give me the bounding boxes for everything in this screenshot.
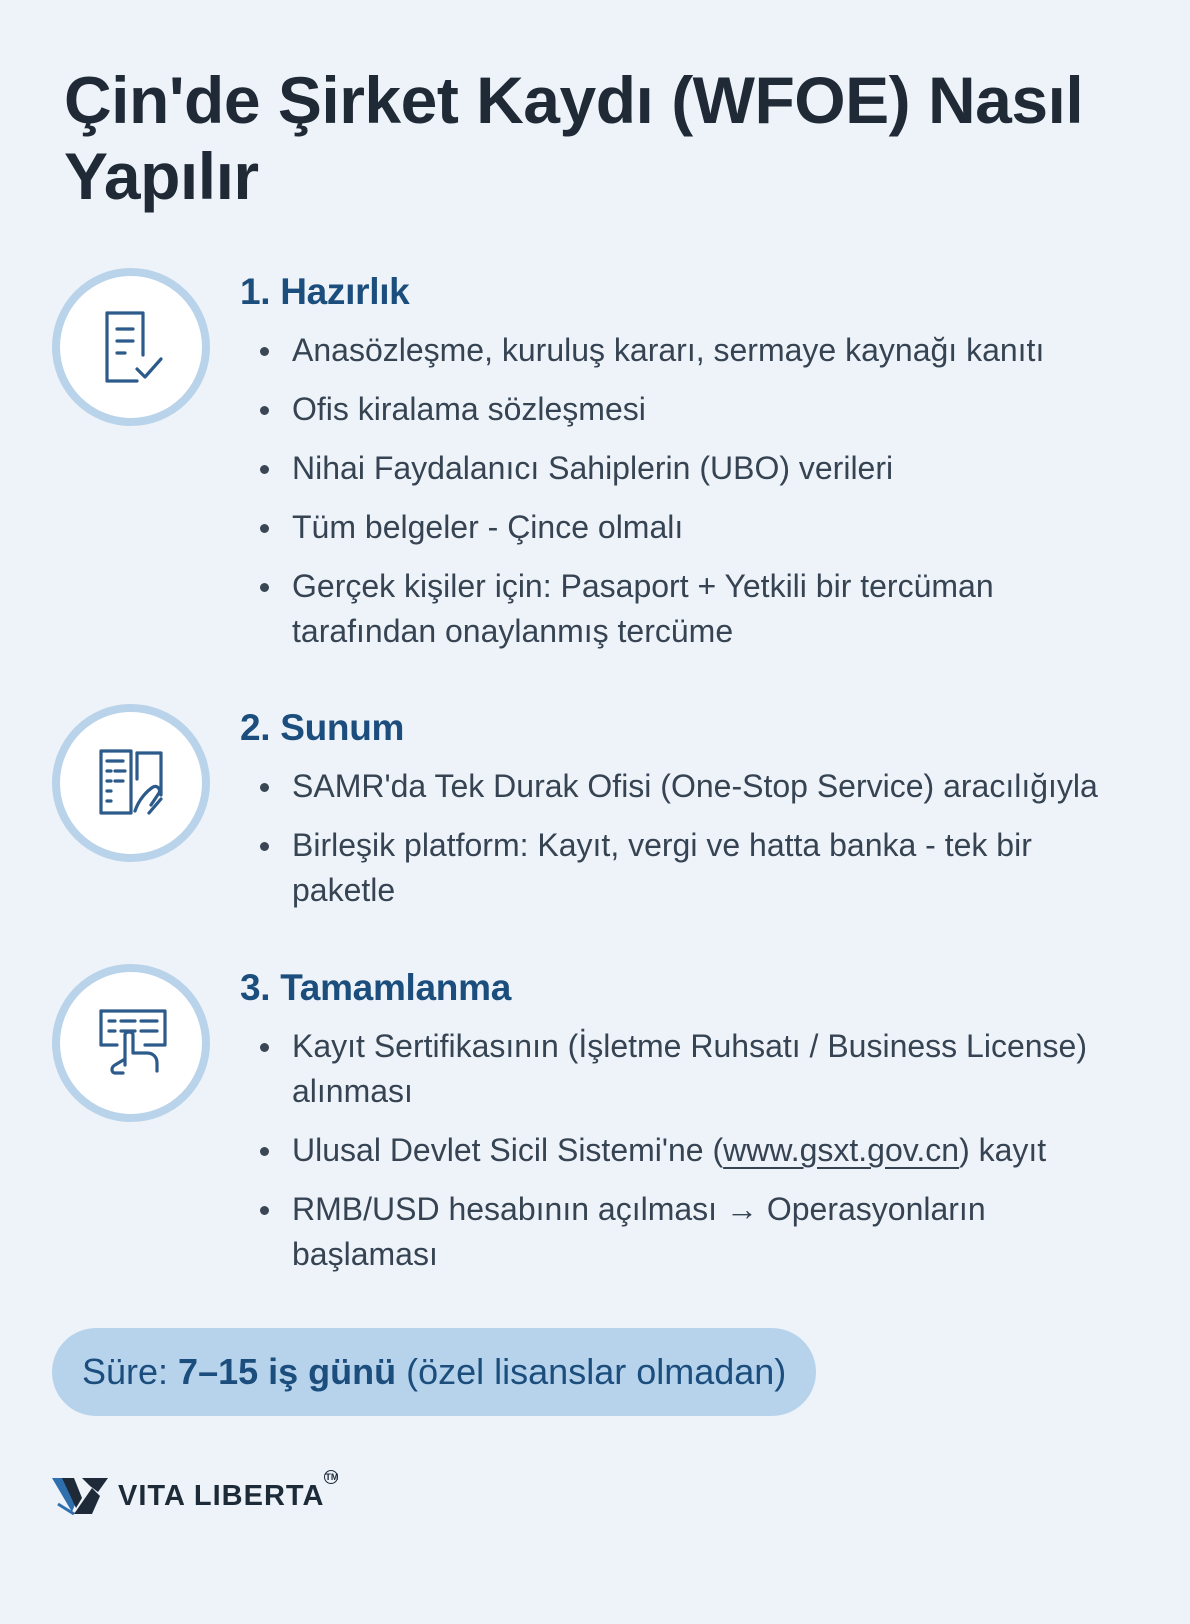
section-title: 1. Hazırlık [240, 271, 410, 312]
list-item-text: Tüm belgeler - Çince olmalı [292, 509, 684, 545]
list-item-text-after: ) kayıt [959, 1132, 1047, 1168]
section-title: 2. Sunum [240, 707, 405, 748]
list-item [240, 564, 1140, 654]
bullet-dot [260, 583, 269, 592]
list-item-text-before: Ulusal Devlet Sicil Sistemi'ne ( [292, 1132, 724, 1168]
section-body [240, 268, 1140, 668]
list-item [240, 823, 1140, 913]
list-item-text: SAMR'da Tek Durak Ofisi (One-Stop Service) aracılığıyla [292, 768, 1098, 804]
vita-liberta-logo-icon [52, 1474, 108, 1518]
list-item-text: Ofis kiralama sözleşmesi [292, 391, 646, 427]
icon-circle [52, 704, 210, 862]
bullet-dot [260, 842, 269, 851]
list-item [240, 446, 1140, 491]
section-body [240, 964, 1140, 1291]
duration-value: 7–15 iş günü [178, 1351, 397, 1392]
list-item [240, 1128, 1140, 1173]
list-item [240, 505, 1140, 550]
list-item-text: Birleşik platform: Kayıt, vergi ve hatta banka - tek bir paketle [292, 827, 1032, 908]
hand-touch-screen-icon [87, 999, 175, 1087]
duration-badge [52, 1328, 816, 1416]
list-item-text: Gerçek kişiler için: Pasaport + Yetkili bir tercüman tarafından onaylanmış tercüme [292, 568, 994, 649]
bullet-dot [260, 783, 269, 792]
bullet-dot [260, 1043, 269, 1052]
brand-name [118, 1471, 339, 1513]
bullet-dot [260, 1206, 269, 1215]
document-check-icon [87, 303, 175, 391]
bullet-dot [260, 347, 269, 356]
bullet-dot [260, 406, 269, 415]
gsxt-link[interactable]: www.gsxt.gov.cn [723, 1132, 960, 1168]
list-item-text: Nihai Faydalanıcı Sahiplerin (UBO) verileri [292, 450, 894, 486]
icon-circle [52, 964, 210, 1122]
duration-prefix: Süre: [82, 1351, 169, 1392]
section-title: 3. Tamamlanma [240, 967, 511, 1008]
list-item-text: Kayıt Sertifikasının (İşletme Ruhsatı / Business License) alınması [292, 1028, 1087, 1109]
bullet-dot [260, 1147, 269, 1156]
bullet-dot [260, 524, 269, 533]
list-item-text: RMB/USD hesabının açılması → Operasyonların başlaması [292, 1191, 986, 1272]
bullet-list [240, 328, 1140, 654]
list-item [240, 387, 1140, 432]
section-body [240, 704, 1140, 927]
duration-suffix: (özel lisanslar olmadan) [406, 1351, 787, 1392]
brand-name-text: VITA LIBERTA [118, 1479, 325, 1512]
bullet-list [240, 1024, 1140, 1277]
list-item [240, 1187, 1140, 1277]
list-item [240, 764, 1140, 809]
list-item [240, 1024, 1140, 1114]
form-submit-icon [87, 739, 175, 827]
trademark-mark: TM [325, 1471, 339, 1482]
bullet-list [240, 764, 1140, 913]
page-title: Çin'de Şirket Kaydı (WFOE) Nasıl Yapılır [64, 63, 1084, 213]
icon-circle [52, 268, 210, 426]
list-item-text: Anasözleşme, kuruluş kararı, sermaye kaynağı kanıtı [292, 332, 1045, 368]
brand-logo [52, 1471, 339, 1520]
list-item [240, 328, 1140, 373]
bullet-dot [260, 465, 269, 474]
